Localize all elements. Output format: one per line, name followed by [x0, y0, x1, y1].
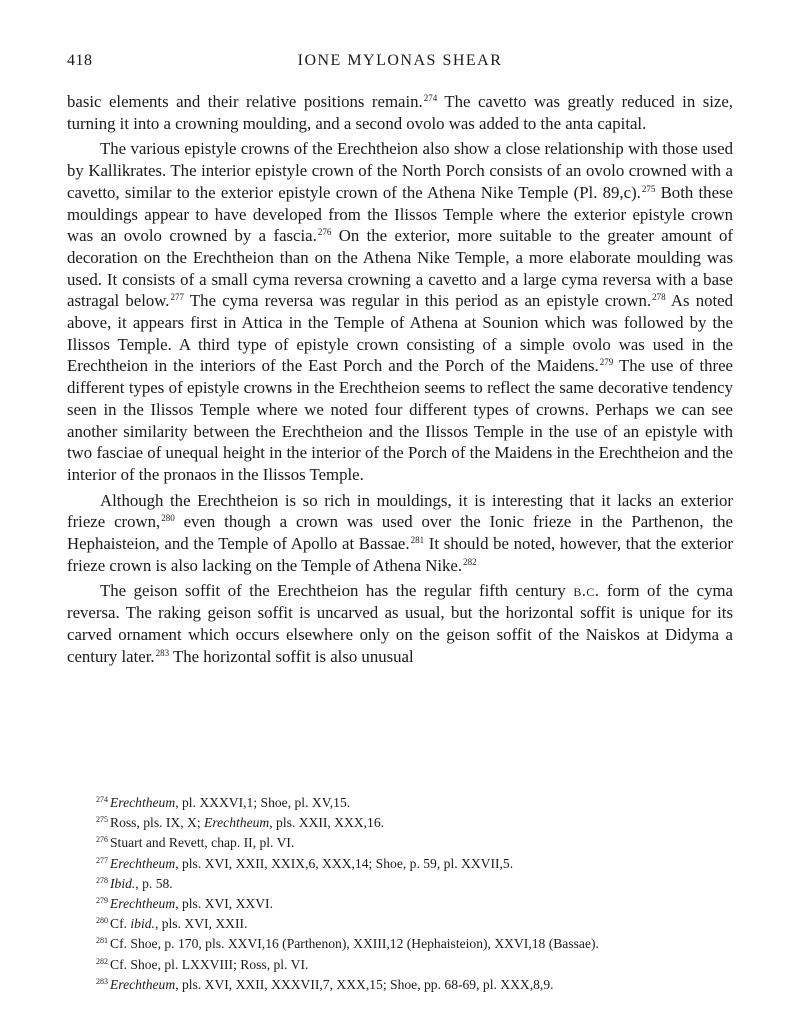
footnote [96, 932, 746, 952]
footnote-number: 277 [96, 855, 108, 865]
footnote-text: , pl. XXXVI,1; Shoe, pl. XV,15. [175, 795, 351, 810]
text-run: even though a crown was used over the Ionic frieze in the Parthenon, the Hephaisteion, and the Temple of Apollo at Bassae. [67, 512, 733, 554]
footnote-text: Stuart and Revett, chap. II, pl. VI. [110, 835, 295, 851]
footnote [96, 811, 746, 831]
footnote-number: 282 [96, 956, 108, 966]
footnote-text: Cf. [110, 916, 131, 932]
text-run: On the exterior, more suitable to the greater amount of decoration on the Erechtheion than on the Athena Nike Temple, a more elaborate moulding was used. It consists of a small cyma reversa crowning a cavetto and a large cyma reversa with a base astragal below. [67, 226, 733, 311]
text-run: The cavetto was greatly reduced in size, turning it into a crowning moulding, and a second ovolo was added to the anta capital. [67, 92, 733, 133]
footnote-number: 274 [96, 795, 108, 804]
paragraph-4 [67, 580, 733, 667]
footnote-text: Ross, pls. IX, X; [110, 815, 205, 831]
page [67, 52, 733, 671]
footnote-ref-277[interactable]: 277 [170, 292, 185, 303]
footnote-ref-281[interactable]: 281 [410, 535, 425, 546]
text-run: It should be noted, however, that the exterior frieze crown is also lacking on the Temple of Athena Nike. [67, 534, 733, 575]
footnote-text: , pls. XVI, XXII, XXXVII,7, XXX,15; Shoe, pp. 68-69, pl. XXX,8,9. [175, 976, 554, 992]
footnote-ref-274[interactable]: 274 [423, 93, 438, 103]
text-run: Both these mouldings appear to have developed from the Ilissos Temple where the exterior epistyle crown was an ovolo crowned by a fascia. [67, 182, 733, 246]
footnote [96, 852, 746, 872]
paragraph-2 [67, 138, 733, 485]
running-title: IONE MYLONAS SHEAR [297, 52, 503, 69]
footnote [96, 892, 746, 912]
footnote-italic: Erechtheum [110, 855, 176, 871]
footnote-ref-275[interactable]: 275 [641, 183, 656, 194]
footnote-text: , pls. XXII, XXX,16. [269, 815, 385, 831]
paragraph-1 [67, 91, 733, 134]
footnote-text: , pls. XVI, XXII, XXIX,6, XXX,14; Shoe, p. 59, pl. XXVII,5. [175, 855, 514, 871]
text-run: The cyma reversa was regular in this period as an epistyle crown. [184, 291, 652, 311]
footnote-ref-280[interactable]: 280 [161, 513, 175, 524]
footnote-text: Cf. Shoe, pl. LXXVIII; Ross, pl. VI. [110, 956, 309, 972]
footnote-italic: Erechtheum [110, 976, 176, 992]
footnote-ref-279[interactable]: 279 [599, 357, 614, 368]
footnote-number: 283 [96, 976, 108, 986]
footnote-italic: Erechtheum [110, 795, 176, 810]
footnote-number: 279 [96, 896, 108, 906]
footnote-italic: Erechtheum [204, 815, 270, 831]
footnote-text: Cf. Shoe, p. 170, pls. XXVI,16 (Parthenon), XXIII,12 (Hephaisteion), XXVI,18 (Bassae). [110, 936, 599, 952]
text-run: The use of three different types of epistyle crowns in the Erechtheion seems to reflect the same decorative tendency seen in the Ilissos Temple where we noted four different types of crowns. Perhaps we can see another similarity between the Erechtheion and the Ilissos Temple in the use of an epistyle with two fasciae of unequal height in the interior of the Porch of the Maidens in the Erechtheion and the interior of the pronaos in the Ilissos Temple. [67, 356, 733, 484]
text-run: The geison soffit of the Erechtheion has the regular fifth century [100, 581, 574, 601]
footnote-ref-276[interactable]: 276 [317, 227, 332, 238]
footnote-ref-282[interactable]: 282 [463, 556, 477, 567]
footnotes [96, 791, 746, 993]
footnote [96, 791, 746, 811]
footnote-ref-283[interactable]: 283 [155, 647, 170, 658]
footnote [96, 953, 746, 973]
text-run: Although the Erechtheion is so rich in mouldings, it is interesting that it lacks an exterior frieze crown, [67, 490, 733, 532]
footnote [96, 912, 746, 932]
footnote-ref-278[interactable]: 278 [652, 292, 666, 303]
text-run: basic elements and their relative positions remain. [67, 92, 423, 111]
footnote-number: 280 [96, 916, 108, 926]
footnote-italic: ibid. [130, 916, 155, 932]
text-run: form of the cyma reversa. The raking geison soffit is uncarved as usual, but the horizontal soffit is unique for its carved ornament which occurs elsewhere only on the geison soffit of the Naiskos at Didyma a century later. [67, 581, 733, 666]
footnote-text: , pls. XVI, XXII. [154, 916, 248, 932]
paragraph-3 [67, 490, 733, 577]
footnote-number: 276 [96, 835, 108, 845]
footnote-italic: Erechtheum [110, 896, 176, 912]
running-head [67, 52, 733, 78]
footnote-italic: Ibid. [110, 875, 136, 891]
body-text [67, 91, 733, 667]
footnote-number: 278 [96, 875, 108, 885]
text-run: The various epistyle crowns of the Erechtheion also show a close relationship with those used by Kallikrates. The interior epistyle crown of the North Porch consists of an ovolo crowned with a cavetto, similar to the exterior epistyle crown of the Athena Nike Temple (Pl. 89,c). [67, 139, 733, 202]
footnote-text: , pls. XVI, XXVI. [175, 896, 273, 912]
footnote [96, 831, 746, 851]
footnote-number: 275 [96, 815, 108, 825]
footnote [96, 973, 746, 993]
text-run: As noted above, it appears first in Attica in the Temple of Athena at Sounion which was followed by the Ilissos Temple. A third type of epistyle crown consisting of a simple ovolo was used in the Erechtheion in the interiors of the East Porch and the Porch of the Maidens. [67, 291, 733, 376]
era-abbreviation: b.c. [573, 581, 600, 601]
footnote [96, 872, 746, 892]
footnote-number: 281 [96, 936, 108, 946]
text-run: The horizontal soffit is also unusual [169, 646, 414, 666]
page-number: 418 [67, 52, 93, 69]
footnote-text: , p. 58. [135, 875, 173, 891]
